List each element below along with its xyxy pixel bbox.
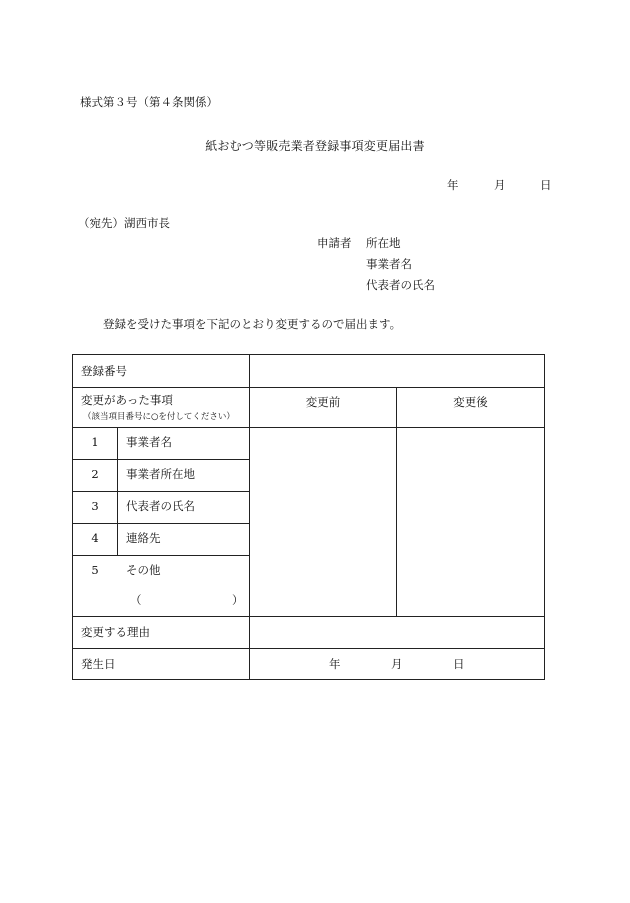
after-change-field[interactable] bbox=[397, 428, 544, 616]
item-number-1[interactable]: 1 bbox=[91, 435, 99, 449]
date-day-label: 日 bbox=[540, 178, 552, 192]
occurrence-date-label: 発生日 bbox=[81, 657, 116, 671]
date-month-label: 月 bbox=[494, 178, 506, 192]
reason-field[interactable] bbox=[250, 617, 544, 648]
item-number-2[interactable]: 2 bbox=[91, 467, 99, 481]
item-label-representative: 代表者の氏名 bbox=[126, 499, 195, 513]
addressee: （宛先）湖西市長 bbox=[78, 216, 170, 230]
other-open-paren: （ bbox=[130, 593, 142, 607]
reason-label: 変更する理由 bbox=[81, 625, 150, 639]
occurrence-month-label: 月 bbox=[391, 657, 403, 671]
after-change-header: 変更後 bbox=[453, 395, 488, 409]
changed-items-note: （該当項目番号に○を付してください） bbox=[83, 412, 235, 422]
occurrence-year-label: 年 bbox=[329, 657, 341, 671]
applicant-label: 申請者 bbox=[317, 236, 352, 250]
item-label-business-address: 事業者所在地 bbox=[126, 467, 195, 481]
before-change-header: 変更前 bbox=[305, 395, 341, 409]
other-close-paren: ） bbox=[232, 593, 244, 607]
item-number-3[interactable]: 3 bbox=[91, 499, 99, 513]
document-title: 紙おむつ等販売業者登録事項変更届出書 bbox=[205, 139, 425, 153]
other-detail-field[interactable] bbox=[143, 591, 231, 609]
item-label-business-name: 事業者名 bbox=[126, 435, 172, 449]
item-number-5[interactable]: 5 bbox=[91, 563, 99, 577]
item-label-other: その他 bbox=[126, 563, 161, 577]
date-year-label: 年 bbox=[447, 178, 459, 192]
change-notification-table bbox=[72, 354, 545, 680]
changed-items-label: 変更があった事項 bbox=[81, 393, 173, 407]
registration-number-label: 登録番号 bbox=[81, 364, 127, 378]
applicant-business-name-label: 事業者名 bbox=[366, 257, 412, 271]
applicant-representative-label: 代表者の氏名 bbox=[366, 278, 435, 292]
registration-number-field[interactable] bbox=[250, 356, 544, 387]
applicant-address-label: 所在地 bbox=[366, 236, 401, 250]
item-number-4[interactable]: 4 bbox=[91, 531, 99, 545]
occurrence-day-label: 日 bbox=[453, 657, 465, 671]
before-change-field[interactable] bbox=[250, 428, 396, 616]
statement-text: 登録を受けた事項を下記のとおり変更するので届出ます。 bbox=[103, 317, 402, 331]
item-label-contact: 連絡先 bbox=[126, 531, 161, 545]
form-number: 様式第３号（第４条関係） bbox=[80, 95, 218, 109]
